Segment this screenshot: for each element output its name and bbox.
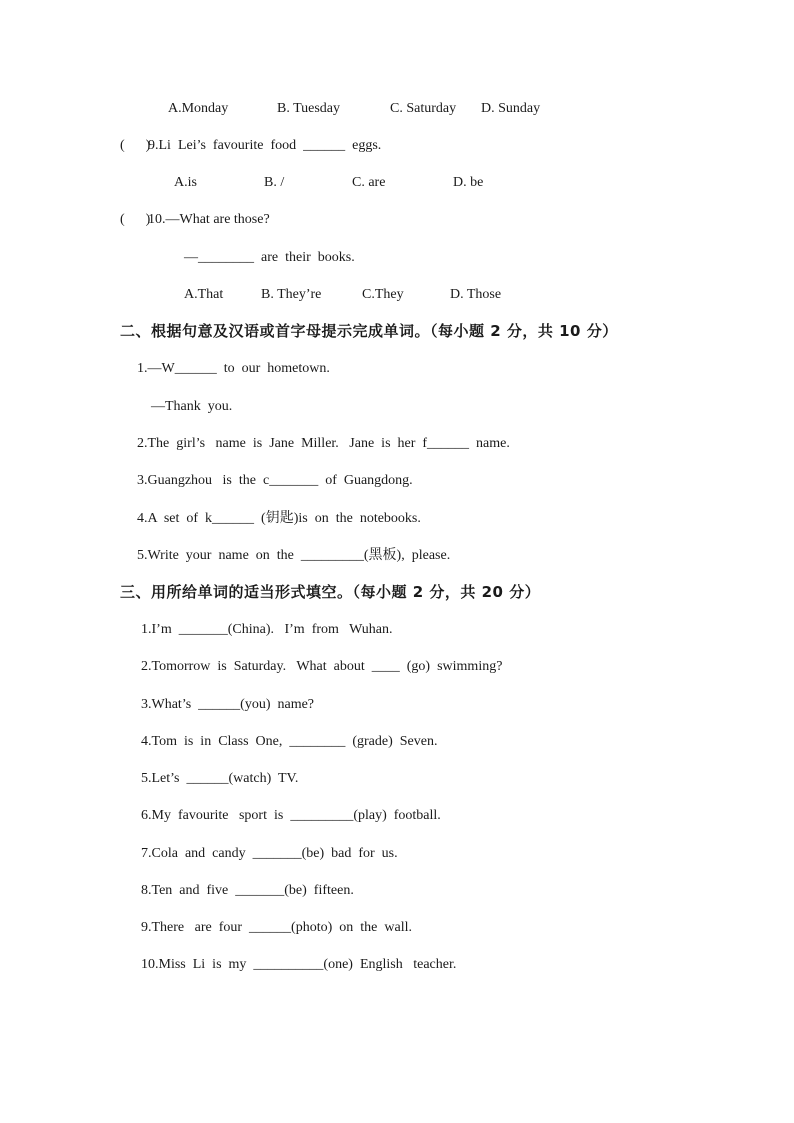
section-2-item-5: 5.Write your name on the _________(黑板), please.: [137, 548, 451, 563]
q8-option-d: D. Sunday: [481, 101, 541, 116]
section-3-item-2: 2.Tomorrow is Saturday. What about ____ (go) swimming?: [141, 659, 503, 674]
section-3-item-4: 4.Tom is in Class One, ________ (grade) Seven.: [141, 734, 438, 749]
q9-option-c: C. are: [352, 175, 386, 190]
section-2-item-2: 2.The girl’s name is Jane Miller. Jane is her f______ name.: [137, 436, 510, 451]
section-3-item-8: 8.Ten and five _______(be) fifteen.: [141, 883, 354, 898]
q9-answer-bracket: ( ): [120, 138, 151, 153]
q10-answer-bracket: ( ): [120, 212, 151, 227]
q10-option-c: C.They: [362, 287, 404, 302]
q9-option-b: B. /: [264, 175, 285, 190]
section-2-title: 二、根据句意及汉语或首字母提示完成单词。（每小题 2 分，共 10 分）: [120, 322, 618, 340]
q10-option-d: D. Those: [450, 287, 502, 302]
section-3-item-9: 9.There are four ______(photo) on the wall.: [141, 920, 412, 935]
q8-option-b: B. Tuesday: [277, 101, 341, 116]
section-2-item-4: 4.A set of k______ (钥匙)is on the notebooks.: [137, 511, 421, 526]
q9-option-d: D. be: [453, 175, 484, 190]
section-3-item-10: 10.Miss Li is my __________(one) English teacher.: [141, 957, 457, 972]
section-3-item-1: 1.I’m _______(China). I’m from Wuhan.: [141, 622, 393, 637]
q10-stem: 10.—What are those?: [148, 212, 270, 227]
section-3-item-5: 5.Let’s ______(watch) TV.: [141, 771, 299, 786]
section-2-item-1: 1.—W______ to our hometown.: [137, 361, 330, 376]
q10-option-a: A.That: [184, 287, 224, 302]
q10-answer-line: —________ are their books.: [184, 250, 355, 265]
q10-option-b: B. They’re: [261, 287, 322, 302]
q8-option-a: A.Monday: [168, 101, 229, 116]
q9-option-a: A.is: [174, 175, 197, 190]
section-3-title: 三、用所给单词的适当形式填空。（每小题 2 分，共 20 分）: [120, 583, 541, 601]
section-3-item-6: 6.My favourite sport is _________(play) football.: [141, 808, 441, 823]
section-2-item-1-reply: —Thank you.: [151, 399, 233, 414]
q9-stem: 9.Li Lei’s favourite food ______ eggs.: [148, 138, 382, 153]
q8-option-c: C. Saturday: [390, 101, 457, 116]
section-3-item-3: 3.What’s ______(you) name?: [141, 697, 315, 712]
section-3-item-7: 7.Cola and candy _______(be) bad for us.: [141, 846, 398, 861]
section-2-item-3: 3.Guangzhou is the c_______ of Guangdong.: [137, 473, 413, 488]
